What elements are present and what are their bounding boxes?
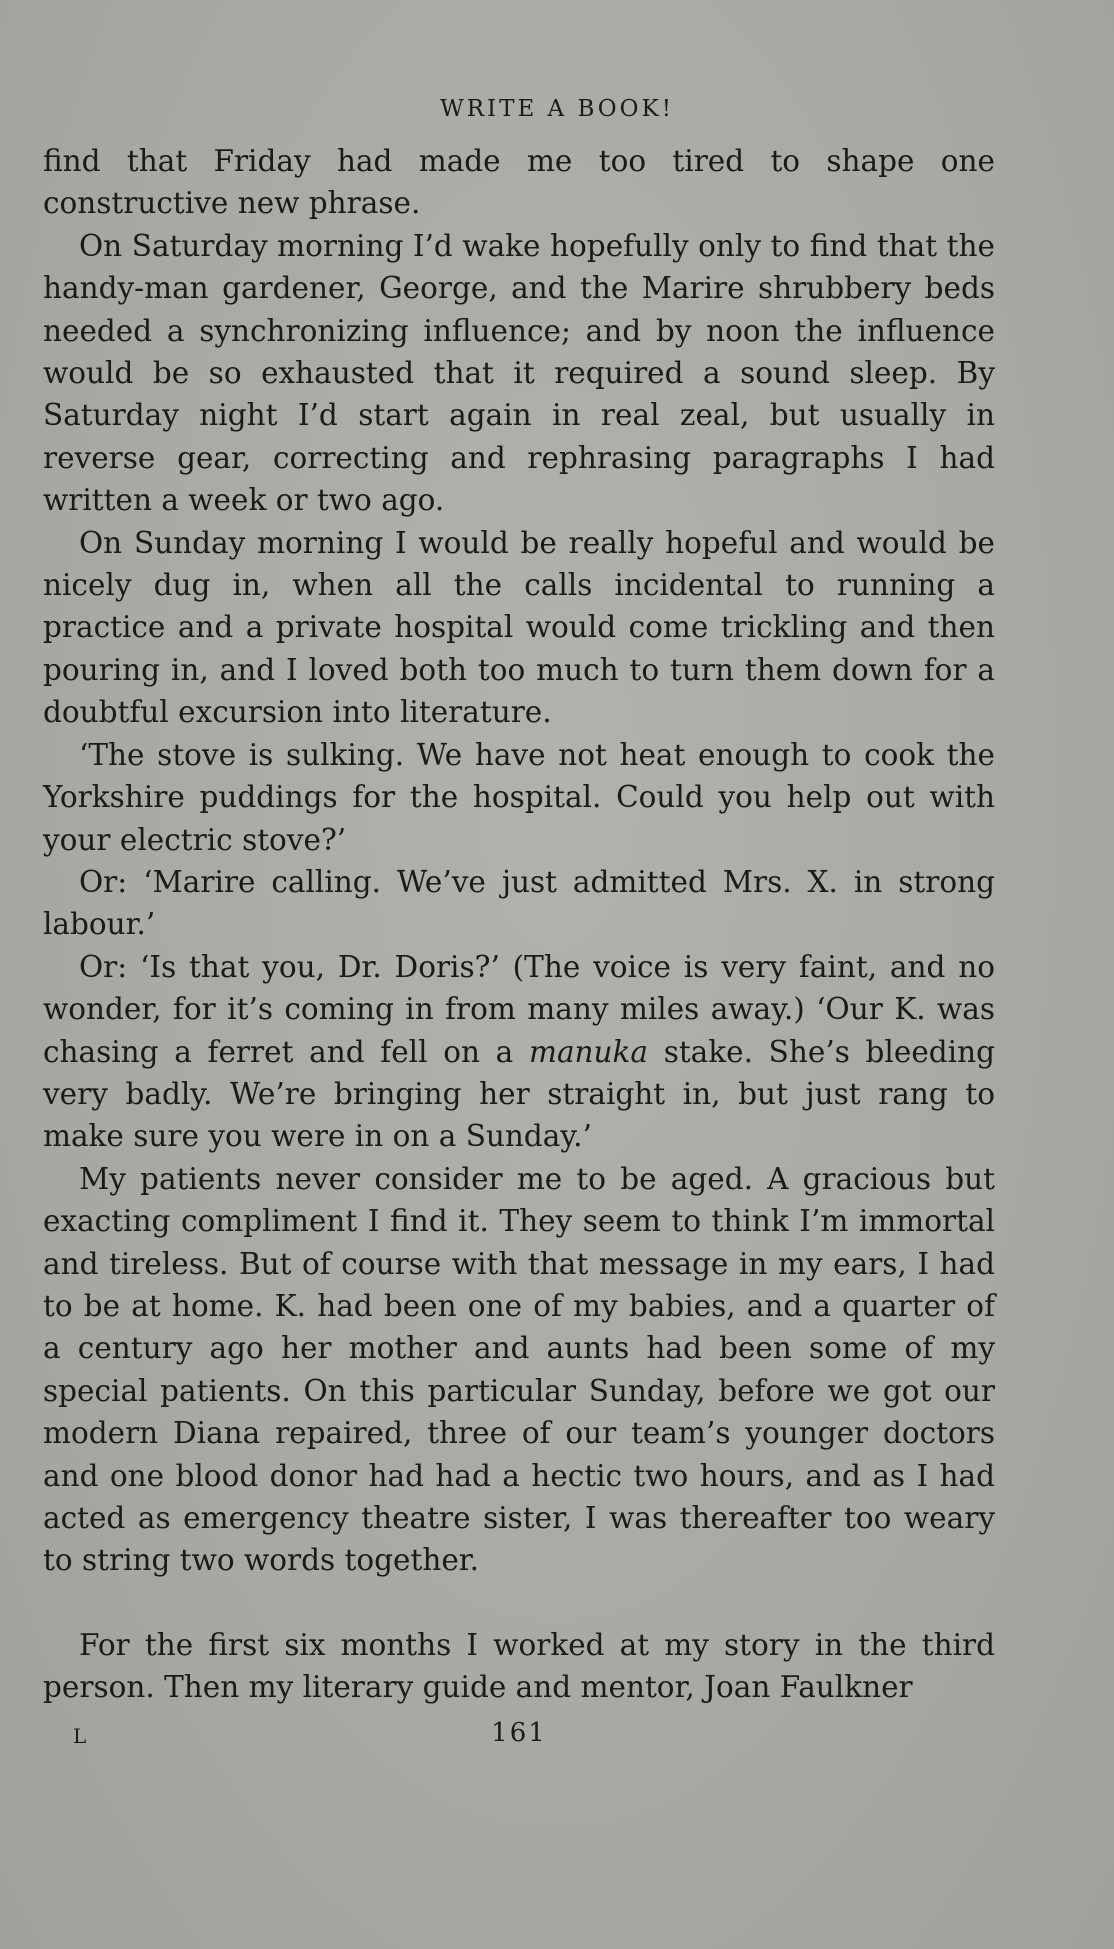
paragraph: find that Friday had made me too tired to shape one constructive new phrase.: [43, 144, 995, 221]
page-number: 161: [491, 1718, 547, 1748]
paragraph: [43, 946, 995, 1158]
paragraph: ‘The stove is sulking. We have not heat enough to cook the Yorkshire puddings for the hospital. Could you help out with your electric stove?’: [43, 737, 995, 857]
paragraph-text: Or: ‘Is that you, Dr. Doris?’ (The voice is very faint, and no wonder, for it’s coming in from many miles away.) ‘Our K. was chasing a ferret and fell on a: [43, 949, 995, 1069]
paragraph: On Saturday morning I’d wake hopefully only to find that the handy-man gardener, George, and the Marire shrubbery beds needed a synchronizing influence; and by noon the influence would be so exhausted that it required a sound sleep. By Saturday night I’d start again in real zeal, but usually in reverse gear, correcting and rephrasing paragraphs I had written a week or two ago.: [43, 228, 995, 518]
paragraph-text: stake. She’s bleeding very badly. We’re bringing her straight in, but just rang to make sure you were in on a Sunday.’: [43, 1034, 995, 1154]
italic-word: manuka: [528, 1034, 648, 1069]
paragraph: On Sunday morning I would be really hopeful and would be nicely dug in, when all the calls incidental to running a practice and a private hospital would come trickling and then pouring in, and I loved both too much to turn them down for a doubtful excursion into literature.: [43, 525, 995, 730]
body-text: [43, 140, 995, 1709]
paragraph: My patients never consider me to be aged. A gracious but exacting compliment I find it. They seem to think I’m immortal and tireless. But of course with that message in my ears, I had to be at home. K. had been one of my babies, and a quarter of a century ago her mother and aunts had been some of my special patients. On this particular Sunday, before we got our modern Diana repaired, three of our team’s younger doctors and one blood donor had had a hectic two hours, and as I had acted as emergency theatre sister, I was thereafter too weary to string two words together.: [43, 1161, 995, 1578]
signature-mark: L: [73, 1724, 88, 1748]
running-head: WRITE A BOOK!: [440, 96, 674, 122]
paragraph: Or: ‘Marire calling. We’ve just admitted Mrs. X. in strong labour.’: [43, 864, 995, 942]
paragraph: For the first six months I worked at my story in the third person. Then my literary guide and mentor, Joan Faulkner: [43, 1627, 995, 1705]
